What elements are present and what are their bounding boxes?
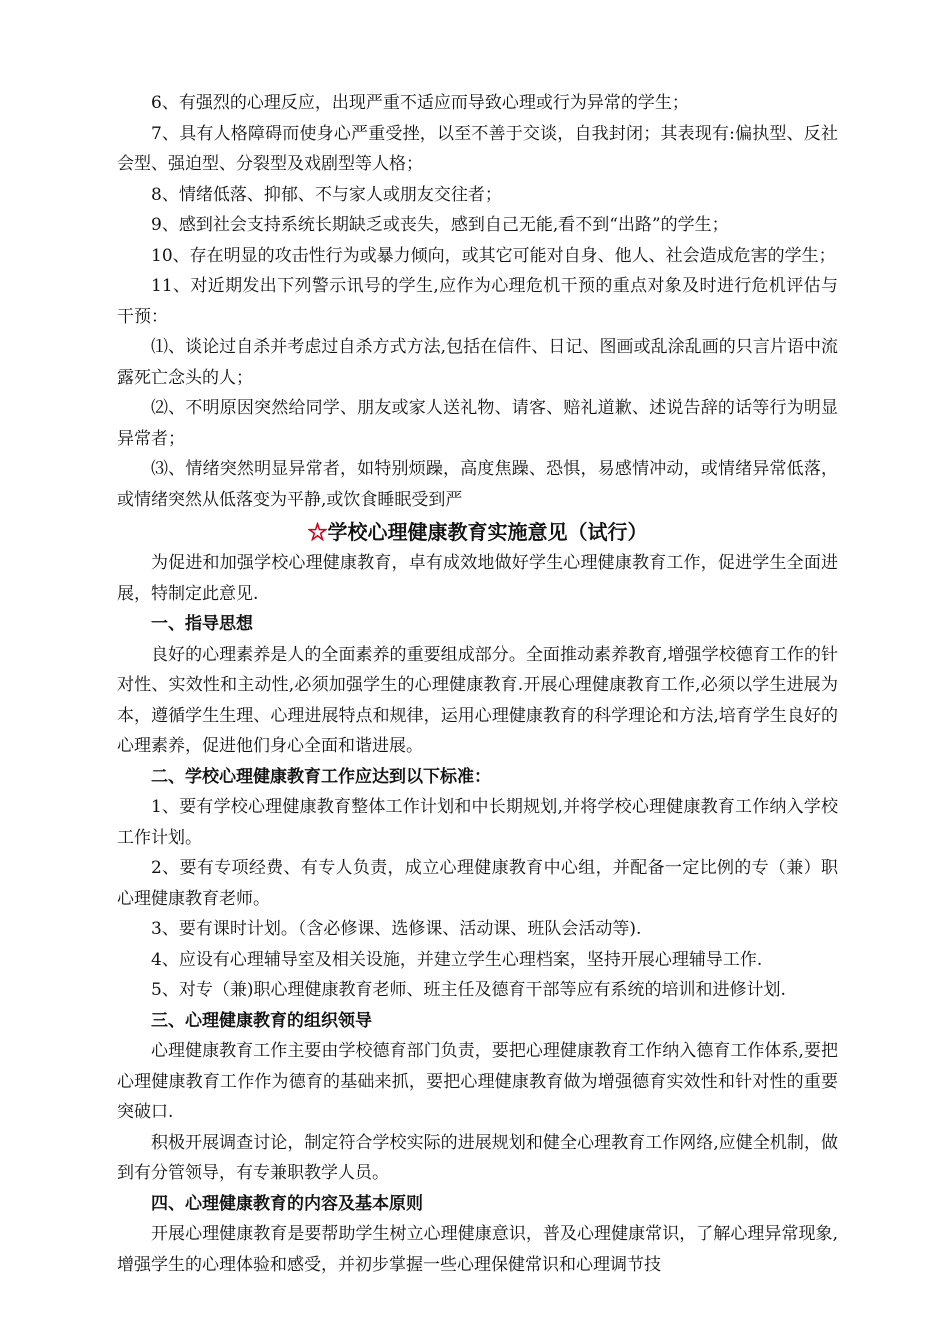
list-item: 10、存在明显的攻击性行为或暴力倾向，或其它可能对自身、他人、社会造成危害的学生； — [151, 245, 836, 266]
document-title — [117, 516, 838, 548]
list-item: 5、对专（兼)职心理健康教育老师、班主任及德育干部等应有系统的培训和进修计划. — [151, 980, 786, 1000]
section-paragraph: 积极开展调查讨论，制定符合学校实际的进展规划和健全心理教育工作网络,应健全机制，做到有分管领导，有专兼职教学人员。 — [117, 1132, 838, 1183]
preamble-paragraph: 为促进和加强学校心理健康教育，卓有成效地做好学生心理健康教育工作，促进学生全面进展，特制定此意见. — [117, 553, 838, 604]
section-heading-standards: 二、学校心理健康教育工作应达到以下标准： — [151, 766, 491, 787]
list-item: 1、要有学校心理健康教育整体工作计划和中长期规划,并将学校心理健康教育工作纳入学校工作计划。 — [117, 797, 838, 848]
list-item: 6、有强烈的心理反应，出现严重不适应而导致心理或行为异常的学生； — [151, 93, 689, 113]
list-item: 8、情绪低落、抑郁、不与家人或朋友交往者； — [151, 184, 502, 205]
section-paragraph: 良好的心理素养是人的全面素养的重要组成部分。全面推动素养教育,增强学校德育工作的针对性、实效性和主动性,必须加强学生的心理健康教育.开展心理健康教育工作,必须以学生进展为本，遵循学生生理、心理进展特点和规律，运用心理健康教育的科学理论和方法,培育学生良好的心理素养，促进他们身心全面和谐进展。 — [117, 644, 838, 756]
list-item: 7、具有人格障碍而使身心严重受挫，以至不善于交谈，自我封闭；其表现有:偏执型、反社会型、强迫型、分裂型及戏剧型等人格； — [117, 123, 838, 174]
list-item: 11、对近期发出下列警示讯号的学生,应作为心理危机干预的重点对象及时进行危机评估与干预： — [117, 276, 838, 327]
section-heading-content-principles: 四、心理健康教育的内容及基本原则 — [151, 1193, 423, 1214]
list-item: ⑶、情绪突然明显异常者，如特别烦躁，高度焦躁、恐惧，易感情冲动，或情绪异常低落，或情绪突然从低落变为平静,或饮食睡眠受到严 — [117, 459, 838, 510]
list-item: ⑴、谈论过自杀并考虑过自杀方式方法,包括在信件、日记、图画或乱涂乱画的只言片语中流露死亡念头的人； — [117, 337, 838, 388]
list-item: ⑵、不明原因突然给同学、朋友或家人送礼物、请客、赔礼道歉、述说告辞的话等行为明显异常者； — [117, 398, 838, 449]
star-icon: ☆ — [307, 520, 328, 544]
section-paragraph: 心理健康教育工作主要由学校德育部门负责，要把心理健康教育工作纳入德育工作体系,要把心理健康教育工作作为德育的基础来抓，要把心理健康教育做为增强德育实效性和针对性的重要突破口. — [117, 1041, 838, 1122]
section-heading-guiding-thought: 一、指导思想 — [151, 614, 253, 634]
section-paragraph: 开展心理健康教育是要帮助学生树立心理健康意识，普及心理健康常识，了解心理异常现象,增强学生的心理体验和感受，并初步掌握一些心理保健常识和心理调节技 — [117, 1224, 838, 1275]
list-item: 3、要有课时计划。（含必修课、选修课、活动课、班队会活动等). — [151, 919, 642, 939]
title-text: 学校心理健康教育实施意见（试行） — [327, 520, 648, 544]
list-item: 4、应设有心理辅导室及相关设施，并建立学生心理档案，坚持开展心理辅导工作. — [151, 949, 763, 970]
list-item: 2、要有专项经费、有专人负责，成立心理健康教育中心组，并配备一定比例的专（兼）职心理健康教育老师。 — [117, 858, 838, 909]
section-heading-leadership: 三、心理健康教育的组织领导 — [151, 1010, 372, 1031]
list-item: 9、感到社会支持系统长期缺乏或丧失，感到自己无能,看不到“出路”的学生； — [151, 215, 729, 235]
